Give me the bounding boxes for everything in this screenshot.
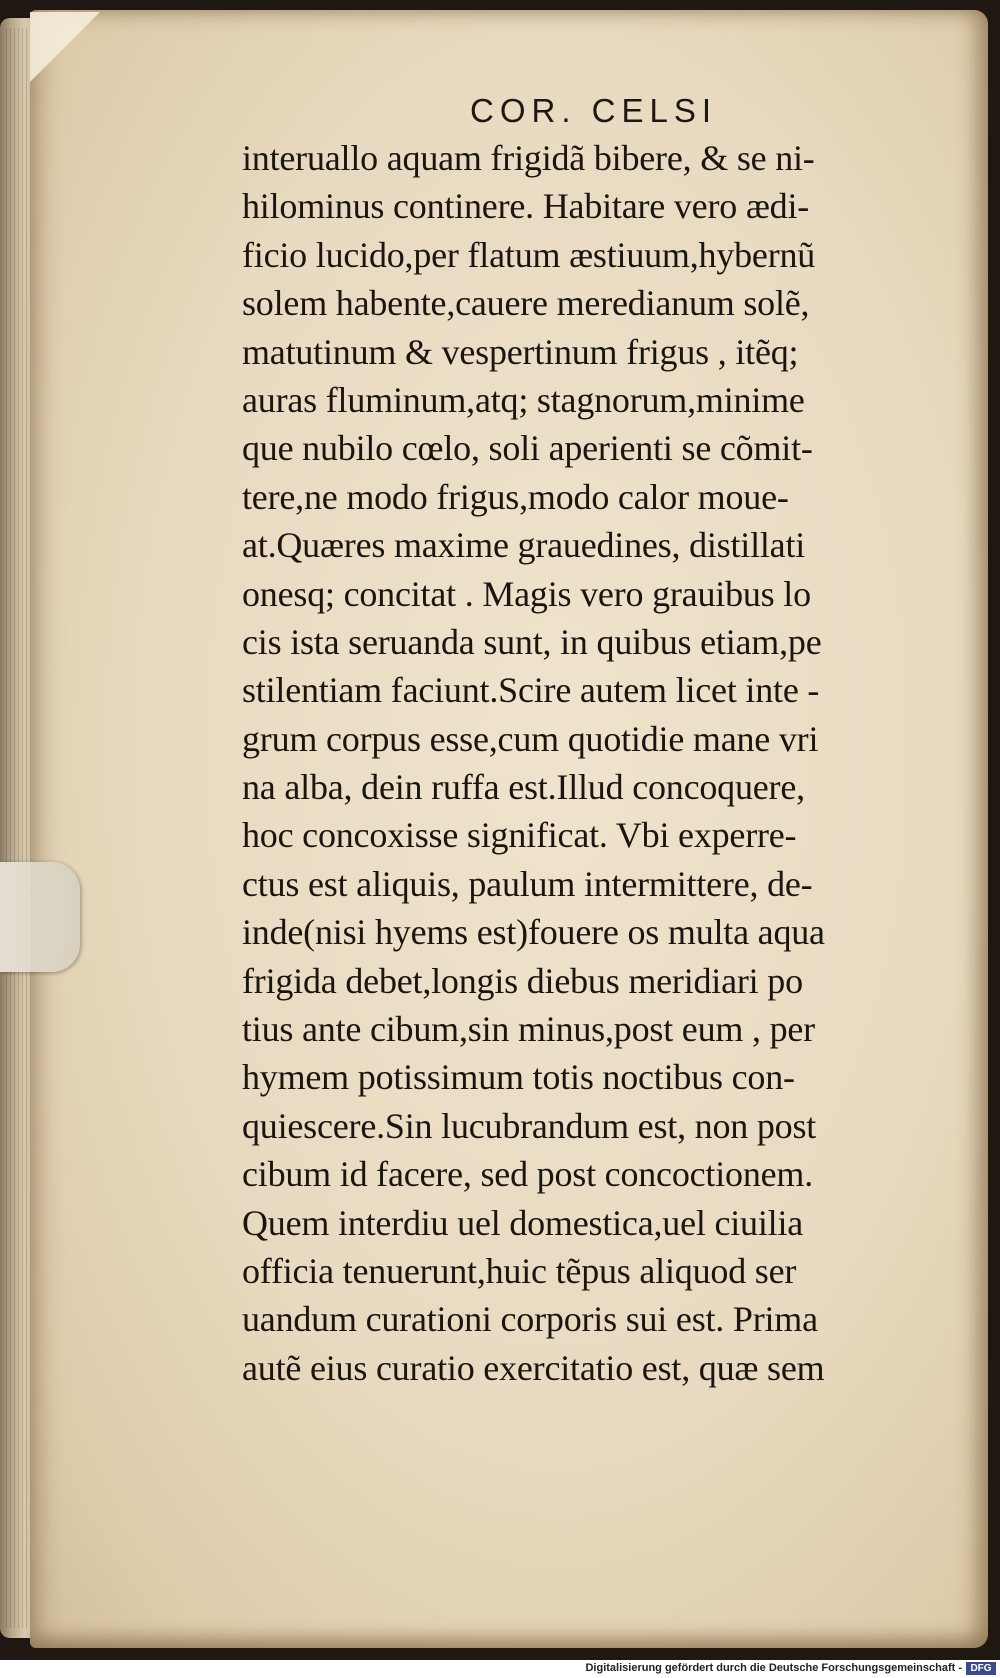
text-line: inde(nisi hyems est)fouere os multa aqua <box>242 912 825 953</box>
text-line: ctus est aliquis, paulum intermittere, de- <box>242 863 813 904</box>
funding-credit: Digitalisierung gefördert durch die Deutsche Forschungsgemeinschaft - <box>585 1662 962 1674</box>
text-line: frigida debet,longis diebus meridiari po <box>242 960 803 1001</box>
folded-page-corner <box>30 12 100 82</box>
text-line: na alba, dein ruffa est.Illud concoquere, <box>242 767 805 808</box>
text-line: at.Quæres maxime grauedines, distillati <box>242 525 806 566</box>
text-line: Quem interdiu uel domestica,uel ciuilia <box>242 1202 804 1243</box>
text-line: hilominus continere. Habitare vero ædi- <box>242 186 810 227</box>
text-line: tius ante cibum,sin minus,post eum , per <box>242 1009 815 1050</box>
text-line: tere,ne modo frigus,modo calor moue- <box>242 476 789 517</box>
body-text <box>242 134 932 1392</box>
text-line: officia tenuerunt,huic tẽpus aliquod ser <box>242 1250 797 1291</box>
running-title: COR. CELSI <box>470 92 718 129</box>
text-line: ficio lucido,per flatum æstiuum,hybernũ <box>242 234 816 275</box>
text-line: stilentiam faciunt.Scire autem licet inte - <box>242 670 820 711</box>
text-line: cis ista seruanda sunt, in quibus etiam,pe <box>242 621 822 662</box>
text-line: hymem potissimum totis noctibus con- <box>242 1057 795 1098</box>
text-line: grum corpus esse,cum quotidie mane vri <box>242 718 819 759</box>
text-line: que nubilo cœlo, soli aperienti se cõmit- <box>242 428 813 469</box>
text-line: autẽ eius curatio exercitatio est, quæ sem <box>242 1347 825 1388</box>
text-line: hoc concoxisse significat. Vbi experre- <box>242 815 797 856</box>
footer-bar <box>0 1660 1000 1678</box>
text-line: matutinum & vespertinum frigus , itẽq; <box>242 331 799 372</box>
dfg-logo: DFG <box>966 1662 996 1675</box>
text-line: interuallo aquam frigidã bibere, & se ni- <box>242 138 815 178</box>
text-line: solem habente,cauere meredianum solẽ, <box>242 283 810 324</box>
text-line: quiescere.Sin lucubrandum est, non post <box>242 1105 817 1146</box>
text-line: cibum id facere, sed post concoctionem. <box>242 1154 813 1195</box>
text-line: uandum curationi corporis sui est. Prima <box>242 1299 818 1340</box>
text-line: auras fluminum,atq; stagnorum,minime <box>242 379 805 420</box>
text-line: onesq; concitat . Magis vero grauibus lo <box>242 573 811 614</box>
bookmark-clip <box>0 862 80 972</box>
